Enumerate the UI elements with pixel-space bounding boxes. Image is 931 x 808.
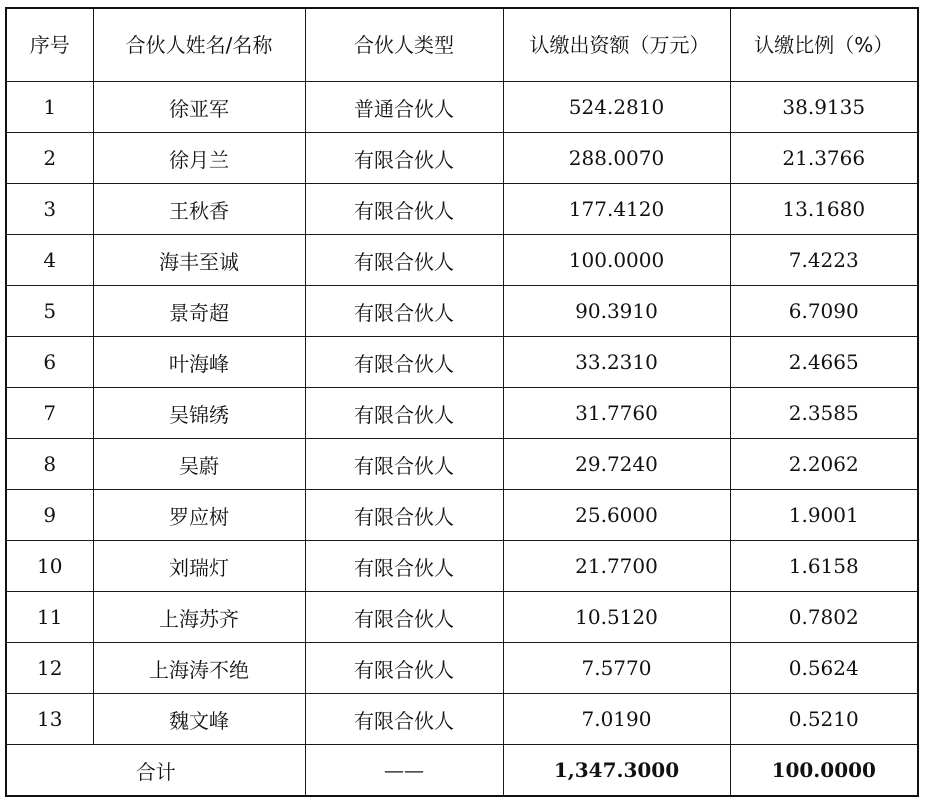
cell-partner-name: 吴蔚: [93, 439, 305, 490]
cell-partner-type: 有限合伙人: [305, 337, 503, 388]
cell-subscribed-amount: 21.7700: [503, 541, 730, 592]
cell-subscribed-amount: 100.0000: [503, 235, 730, 286]
header-partner-name: 合伙人姓名/名称: [93, 8, 305, 82]
cell-subscribed-ratio: 6.7090: [730, 286, 918, 337]
cell-seq: 13: [6, 694, 93, 745]
cell-partner-name: 上海涛不绝: [93, 643, 305, 694]
cell-subscribed-amount: 7.5770: [503, 643, 730, 694]
cell-subscribed-ratio: 38.9135: [730, 82, 918, 133]
cell-subscribed-ratio: 1.9001: [730, 490, 918, 541]
table-row: [6, 235, 918, 286]
cell-partner-name: 刘瑞灯: [93, 541, 305, 592]
header-seq: 序号: [6, 8, 93, 82]
cell-subscribed-amount: 33.2310: [503, 337, 730, 388]
total-amount: 1,347.3000: [503, 745, 730, 797]
cell-partner-name: 海丰至诚: [93, 235, 305, 286]
cell-subscribed-amount: 31.7760: [503, 388, 730, 439]
cell-partner-name: 王秋香: [93, 184, 305, 235]
table-row: [6, 184, 918, 235]
header-subscribed-ratio: 认缴比例（%）: [730, 8, 918, 82]
table-row: [6, 82, 918, 133]
table-row: [6, 439, 918, 490]
cell-subscribed-amount: 29.7240: [503, 439, 730, 490]
cell-subscribed-ratio: 7.4223: [730, 235, 918, 286]
cell-seq: 3: [6, 184, 93, 235]
table-row: [6, 592, 918, 643]
cell-seq: 12: [6, 643, 93, 694]
cell-partner-name: 徐亚军: [93, 82, 305, 133]
cell-subscribed-amount: 25.6000: [503, 490, 730, 541]
cell-seq: 5: [6, 286, 93, 337]
total-row: [6, 745, 918, 797]
cell-partner-type: 有限合伙人: [305, 388, 503, 439]
total-label: 合计: [6, 745, 305, 797]
cell-partner-name: 罗应树: [93, 490, 305, 541]
cell-partner-type: 有限合伙人: [305, 286, 503, 337]
header-subscribed-amount: 认缴出资额（万元）: [503, 8, 730, 82]
cell-partner-type: 有限合伙人: [305, 235, 503, 286]
cell-seq: 8: [6, 439, 93, 490]
cell-partner-type: 有限合伙人: [305, 490, 503, 541]
cell-subscribed-ratio: 21.3766: [730, 133, 918, 184]
cell-subscribed-ratio: 2.3585: [730, 388, 918, 439]
total-ratio: 100.0000: [730, 745, 918, 797]
cell-partner-type: 有限合伙人: [305, 439, 503, 490]
cell-subscribed-ratio: 0.7802: [730, 592, 918, 643]
cell-subscribed-ratio: 2.4665: [730, 337, 918, 388]
cell-subscribed-amount: 524.2810: [503, 82, 730, 133]
table-row: [6, 337, 918, 388]
cell-subscribed-ratio: 1.6158: [730, 541, 918, 592]
cell-subscribed-amount: 288.0070: [503, 133, 730, 184]
cell-seq: 4: [6, 235, 93, 286]
cell-partner-name: 魏文峰: [93, 694, 305, 745]
cell-partner-type: 普通合伙人: [305, 82, 503, 133]
cell-subscribed-ratio: 0.5624: [730, 643, 918, 694]
cell-partner-type: 有限合伙人: [305, 133, 503, 184]
cell-subscribed-amount: 90.3910: [503, 286, 730, 337]
table-row: [6, 286, 918, 337]
cell-subscribed-ratio: 13.1680: [730, 184, 918, 235]
header-partner-type: 合伙人类型: [305, 8, 503, 82]
table-row: [6, 490, 918, 541]
cell-seq: 2: [6, 133, 93, 184]
cell-partner-name: 景奇超: [93, 286, 305, 337]
cell-partner-type: 有限合伙人: [305, 541, 503, 592]
cell-seq: 1: [6, 82, 93, 133]
table-row: [6, 388, 918, 439]
cell-partner-type: 有限合伙人: [305, 592, 503, 643]
cell-subscribed-amount: 10.5120: [503, 592, 730, 643]
table-row: [6, 133, 918, 184]
cell-partner-type: 有限合伙人: [305, 643, 503, 694]
cell-subscribed-amount: 7.0190: [503, 694, 730, 745]
cell-subscribed-amount: 177.4120: [503, 184, 730, 235]
cell-partner-name: 上海苏齐: [93, 592, 305, 643]
header-row: [6, 8, 918, 82]
cell-seq: 10: [6, 541, 93, 592]
cell-partner-name: 叶海峰: [93, 337, 305, 388]
cell-subscribed-ratio: 2.2062: [730, 439, 918, 490]
cell-partner-name: 徐月兰: [93, 133, 305, 184]
cell-seq: 11: [6, 592, 93, 643]
partner-contribution-table: [5, 7, 919, 797]
cell-seq: 6: [6, 337, 93, 388]
table-row: [6, 541, 918, 592]
cell-partner-name: 吴锦绣: [93, 388, 305, 439]
total-type: ——: [305, 745, 503, 797]
table-row: [6, 643, 918, 694]
cell-seq: 7: [6, 388, 93, 439]
table-row: [6, 694, 918, 745]
cell-partner-type: 有限合伙人: [305, 694, 503, 745]
cell-seq: 9: [6, 490, 93, 541]
cell-subscribed-ratio: 0.5210: [730, 694, 918, 745]
cell-partner-type: 有限合伙人: [305, 184, 503, 235]
